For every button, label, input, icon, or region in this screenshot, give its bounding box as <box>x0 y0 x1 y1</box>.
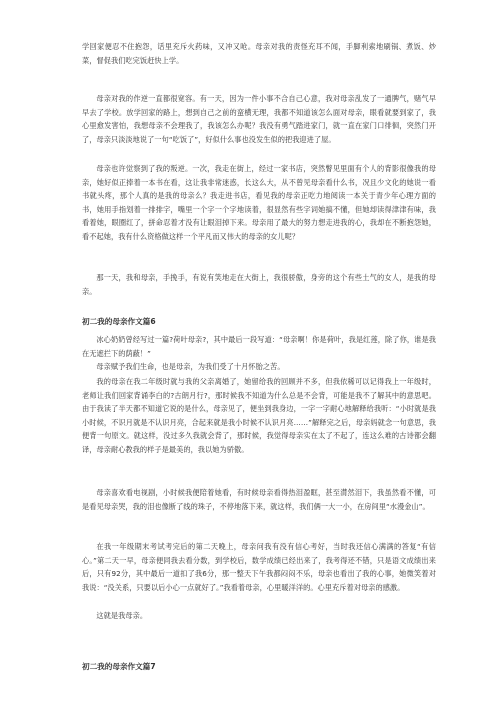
paragraph-b2-3: 我的母亲在我二年级时就与我的父亲离婚了，她留给我的回顾并不多，但我依稀可以记得我上一年级时，老师让我们回家背诵李白的?古朗月行?，那时候我不知道为什么总是不会背，可能是我不了解其中的意思吧。由于我读了半天都不知道它说的是什么，母亲见了，便坐到我身边，一字一字耐心地解释给我听：“小时就是我小时候，不识月就是不认识月亮，合起来就是我小时候不认识月亮……”解释完之后，母亲妈就念一句意思，我便背一句原文。就这样，没过多久我就会背了，那时候，我觉得母亲实在太了不起了，连这么难的古诗都会翻译，母亲耐心教我的样子是最美的，我以她为骄傲。 <box>82 377 436 454</box>
paragraph-b2-1: 冰心奶奶曾经写过一篇?荷叶母亲?，其中最后一段写道：“母亲啊！你是荷叶，我是红莲，除了你，谁是我在无遮拦下的荫蔽！” <box>82 335 436 358</box>
paragraph-b1-3: 母亲也许觉察到了我的叛逆。一次，我走在街上，经过一家书店，突然瞥见里面有个人的背影很像我的母亲，她好似正捧着一本书在看，这让我非常迷惑，长这么大，从不曾见母亲看什么书，况且少文化的她说一看书就头疼，那个人真的是我的母亲么？我走进书店，看见我的母亲正吃力地阅读一本关于青少年心理方面的书，她用手指划着一排排字，嘴里一个字一个字地读着，很显然有些字词她搞不懂，但她却读得津津有味，我看着她，眼圈红了，拼命忍着才没有让眼泪掉下来。母亲用了最大的努力想走进我的心，我却在不断抱怨她，看不起她，我有什么资格做这样一个平凡而又伟大的母亲的女儿呢？ <box>82 164 436 241</box>
paragraph-b2-2: 母亲赋予我们生命，也是母亲，为我们受了十月怀胎之苦。 <box>96 362 285 371</box>
section-heading-6: 初二我的母亲作文篇6 <box>82 317 156 326</box>
section-heading-7: 初二我的母亲作文篇7 <box>82 662 156 671</box>
paragraph-b1-2: 母亲对我的作逆一直都很宽容。有一天，因为一件小事不合自己心意，我对母亲乱发了一通脾气，赌气早早去了学校。放学回家的路上，想到自己之前的蛮横无理，我都不知道该怎么面对母亲，眼看就要到家了，我心里愈发害怕，我想母亲不会理我了，我该怎么办呢？我没有勇气踏进家门，就一直在家门口徘徊，突然门开了，母亲只淡淡地说了一句“吃饭了”，好似什么事也没发生似的把我迎进了屋。 <box>82 94 436 144</box>
paragraph-b2-6: 这就是我母亲。 <box>96 611 148 620</box>
paragraph-b2-4: 母亲喜欢看电视剧，小时候我便陪着她看，有时候母亲看得热泪盈眶，甚至潸然泪下，我虽然看不懂，可是看见母亲哭，我的泪也像断了线的珠子，不停地落下来，就这样，我们俩一大一小，在房间里“水漫金山”。 <box>82 488 436 511</box>
paragraph-b1-4: 那一天，我和母亲，手挽手，有说有笑地走在大街上，我很骄傲，身旁的这个有些土气的女人，是我的母亲。 <box>82 273 436 296</box>
paragraph-b2-5: 在我一年级期末考试考完后的第二天晚上，母亲问我有没有信心考好，当时我还信心满满的答复“有信心。”第二天一早，母亲便同我去看分数，到学校后，数学成绩已经出来了，我考得还不错，只是语文成绩出来后，只有92分，其中最后一道扣了我6分，那一整天下午我都闷闷不乐，母亲也看出了我的心事，她微笑着对我说：“没关系，只要以后小心一点就好了。”我看着母亲，心里暖洋洋的。心里充斥着对母亲的感激。 <box>82 542 436 592</box>
paragraph-b1-1: 学回家便忍不住抱怨，话里充斥火药味，又冲又呛。母亲对我的责怪充耳不闻，手脚利索地刷锅、煮饭、炒菜，督促我们吃完饭赶快上学。 <box>82 42 436 65</box>
